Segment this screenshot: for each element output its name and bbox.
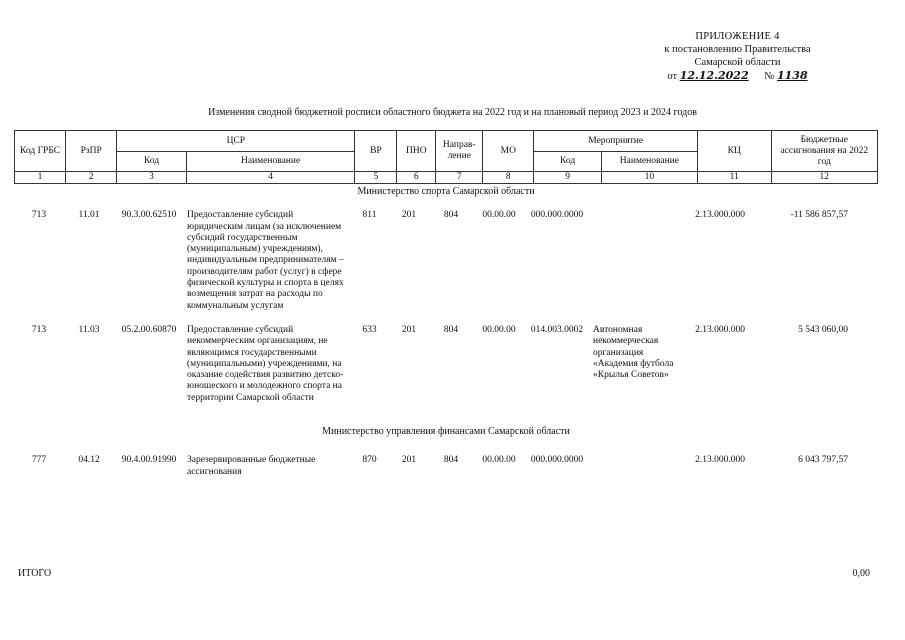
col-num: 12 (771, 172, 877, 184)
cell-kc: 2.13.000.000 (695, 324, 745, 335)
header-meropr: Мероприятие (534, 131, 698, 152)
header-mer-kod: Код (534, 152, 601, 172)
col-num: 10 (601, 172, 697, 184)
total-value: 0,00 (852, 568, 870, 579)
cell-name: Предоставление субсидий некоммерческим организациям, не являющимся государственными (муниципальными) учреждениями, на оказание содействия развитию детско-юношеского и молодежного спорта на территории Самарской области (187, 324, 344, 403)
col-num: 6 (397, 172, 436, 184)
cell-pno: 201 (401, 324, 417, 335)
cell-vr: 811 (362, 210, 377, 221)
col-num: 5 (355, 172, 397, 184)
cell-mer-kod: 014.003.0002 (530, 324, 584, 335)
col-num: 9 (534, 172, 601, 184)
col-num: 7 (436, 172, 483, 184)
header-mer-name: Наименование (601, 152, 697, 172)
number-prefix: № (764, 71, 775, 82)
cell-mer-name: Автономная некоммерческая организация «Академия футбола «Крылья Советов» (593, 324, 674, 381)
section-title: Министерство управления финансами Самарской области (322, 426, 570, 438)
cell-csr: 90.3.00.62510 (121, 210, 177, 221)
col-num: 3 (117, 172, 187, 184)
col-num: 2 (66, 172, 117, 184)
header-csr: ЦСР (117, 131, 355, 152)
table-row (14, 325, 878, 404)
header-vr: ВР (355, 131, 397, 172)
handwritten-number: 1138 (777, 69, 808, 82)
cell-vr: 633 (362, 324, 377, 335)
header-kod-grbs: Код ГРБС (15, 131, 66, 172)
cell-pno: 201 (401, 210, 417, 221)
annex-line2: Самарской области (694, 57, 781, 68)
cell-kc: 2.13.000.000 (695, 455, 745, 466)
cell-mo: 00.00.00 (482, 324, 516, 335)
cell-amount: 5 543 060,00 (798, 324, 848, 335)
cell-napr: 804 (443, 324, 459, 335)
col-num: 1 (15, 172, 66, 184)
col-num: 8 (483, 172, 534, 184)
cell-rzpr: 11.01 (78, 210, 100, 221)
date-prefix: от (667, 71, 678, 82)
cell-mer-name (590, 210, 684, 312)
column-number-row (15, 172, 878, 184)
cell-kc: 2.13.000.000 (695, 210, 745, 221)
table-row (14, 210, 878, 312)
cell-csr: 05.2.00.60870 (121, 324, 177, 335)
header-mo: МО (483, 131, 534, 172)
cell-rzpr: 04.12 (78, 455, 100, 466)
header-csr-name: Наименование (186, 152, 355, 172)
annex-line1: к постановлению Правительства (664, 44, 811, 55)
total-row (18, 568, 870, 579)
table-body (14, 184, 878, 478)
annex-title: ПРИЛОЖЕНИЕ 4 (695, 31, 780, 42)
total-label: ИТОГО (18, 568, 52, 579)
cell-grbs: 713 (31, 210, 47, 221)
cell-grbs: 713 (31, 324, 47, 335)
header-napr: Направ-ление (436, 131, 483, 172)
header-budget: Бюджетные ассигнования на 2022 год (771, 131, 877, 172)
header-kc: КЦ (697, 131, 771, 172)
cell-napr: 804 (443, 210, 459, 221)
cell-mer-kod: 000.000.0000 (530, 210, 584, 221)
table-row (14, 455, 878, 478)
cell-name: Зарезервированные бюджетные ассигнования (187, 455, 316, 477)
col-num: 4 (186, 172, 355, 184)
header-csr-kod: Код (117, 152, 187, 172)
cell-csr: 90.4.00.91990 (121, 455, 177, 466)
cell-grbs: 777 (31, 455, 47, 466)
cell-pno: 201 (401, 455, 417, 466)
annex-date-line (600, 69, 875, 83)
cell-vr: 870 (362, 455, 377, 466)
budget-table-header (14, 130, 878, 184)
col-num: 11 (697, 172, 771, 184)
document-title: Изменения сводной бюджетной росписи областного бюджета на 2022 год и на плановый период 2023 и 2024 годов (208, 107, 697, 118)
cell-mer-kod: 000.000.0000 (530, 455, 584, 466)
cell-name: Предоставление субсидий юридическим лицам (за исключением субсидий государственным (муниципальным) учреждениям), индивидуальным предпринимателям – производителям работ (услуг) в сфере физической культуры и спорта в целях возмещения затрат на расходы по коммунальным услугам (187, 210, 344, 311)
cell-mer-name (590, 455, 684, 478)
cell-amount: -11 586 857,57 (790, 210, 848, 221)
cell-napr: 804 (443, 455, 459, 466)
section-title: Министерство спорта Самарской области (357, 186, 535, 197)
cell-mo: 00.00.00 (482, 455, 516, 466)
header-rzpr: РзПР (66, 131, 117, 172)
handwritten-date: 12.12.2022 (679, 69, 749, 82)
cell-mo: 00.00.00 (482, 210, 516, 221)
cell-amount: 6 043 797,57 (798, 455, 848, 466)
cell-rzpr: 11.03 (78, 324, 100, 335)
header-pno: ПНО (397, 131, 436, 172)
annex-header (600, 30, 875, 83)
